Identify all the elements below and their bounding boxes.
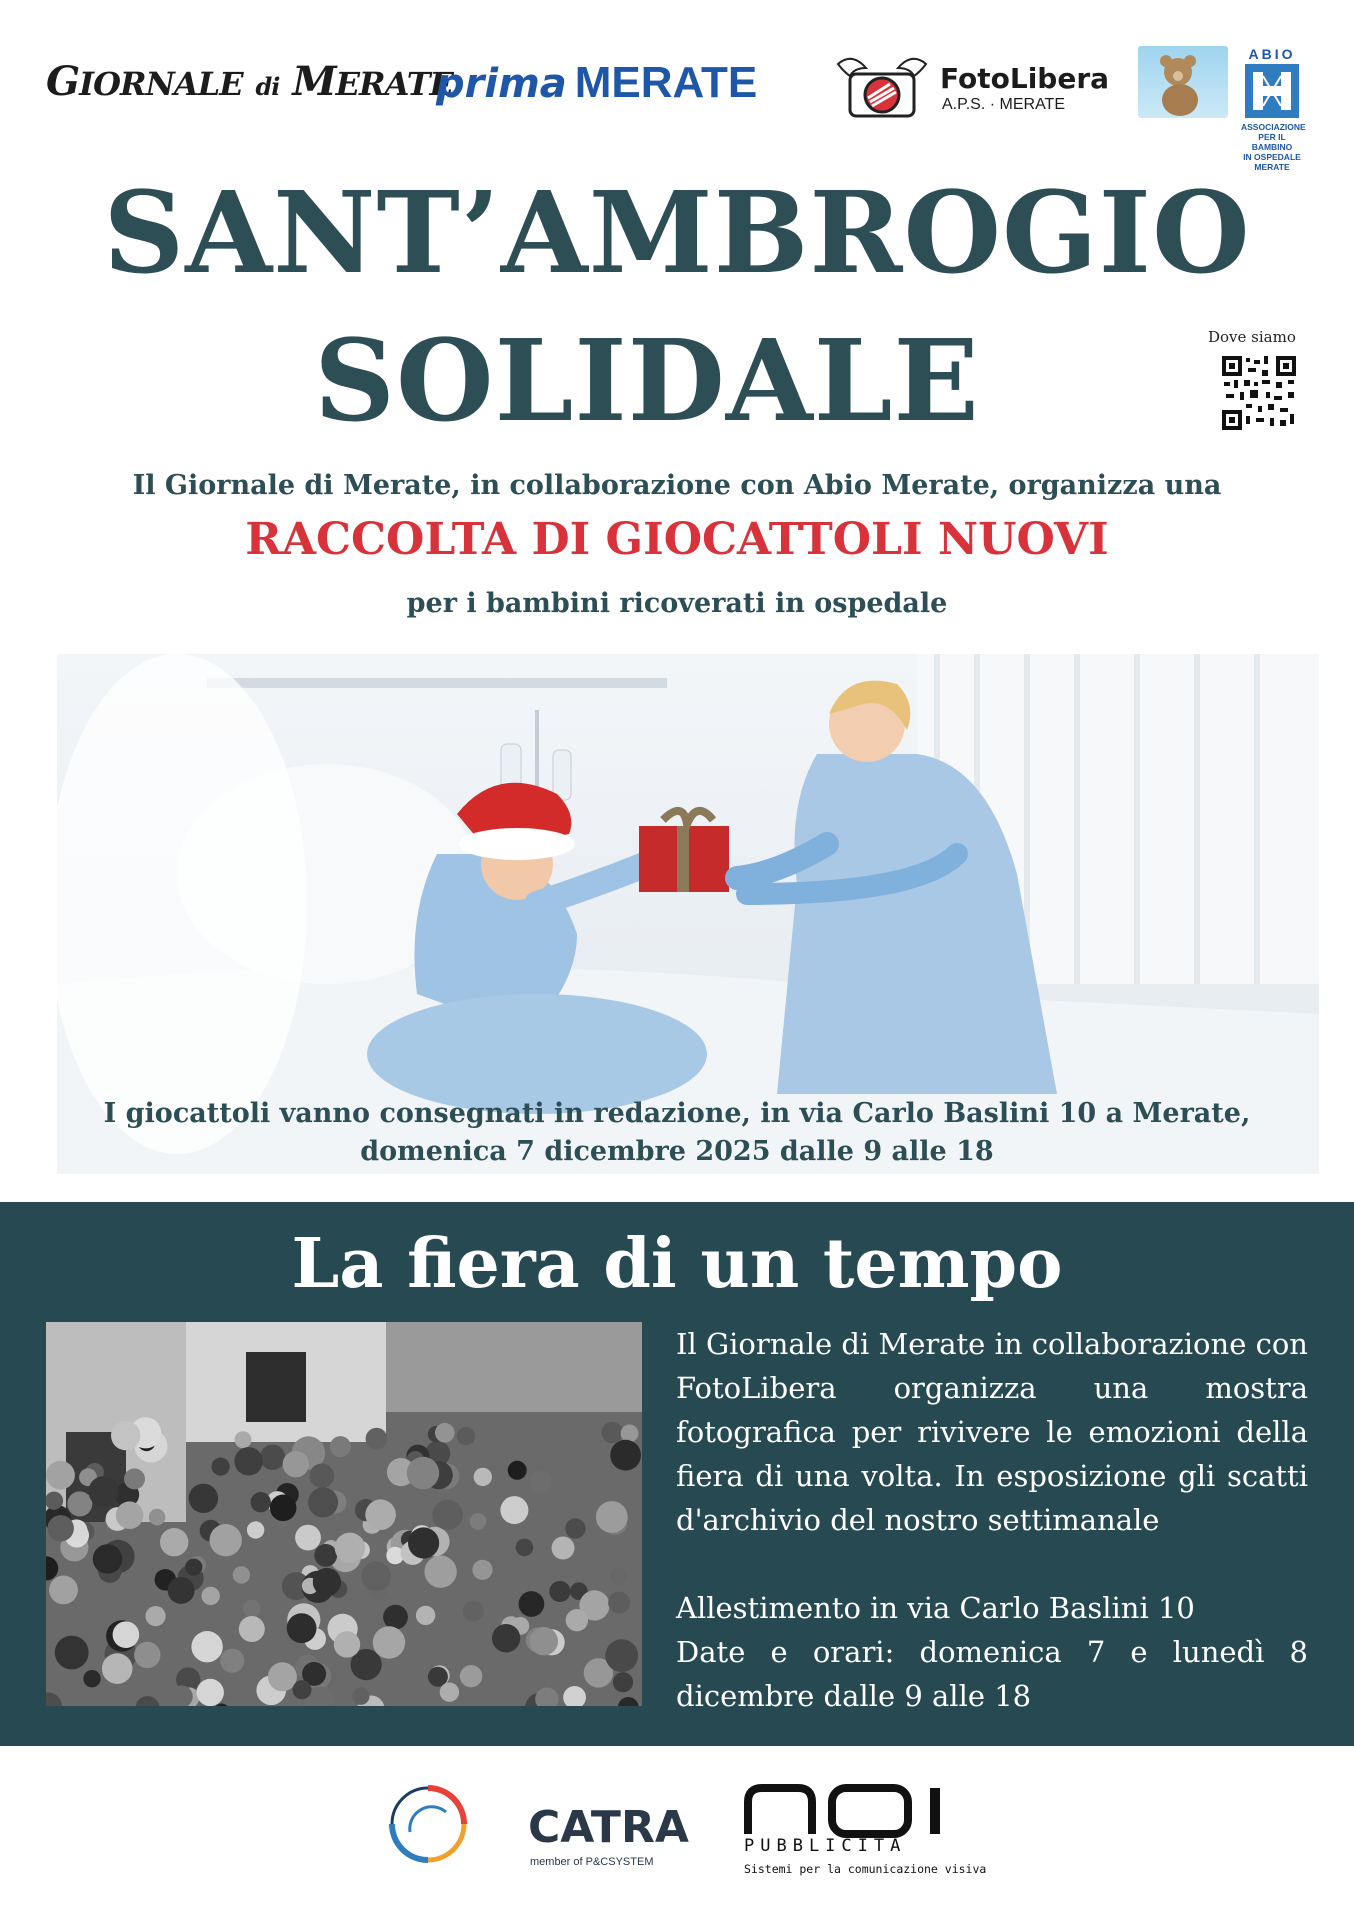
crowd-head (552, 1537, 575, 1560)
crowd-head (83, 1670, 100, 1687)
crowd-head (335, 1533, 365, 1563)
noi-tagline: Sistemi per la comunicazione visiva (744, 1862, 987, 1876)
crowd-head (365, 1499, 396, 1530)
crowd-head (565, 1518, 585, 1538)
crowd-head (610, 1568, 627, 1585)
crowd-head (308, 1487, 338, 1517)
crowd-head (440, 1683, 459, 1702)
crowd-head (191, 1631, 222, 1662)
crowd-head (407, 1457, 439, 1489)
prima-merate-logo: prima MERATE (436, 58, 758, 107)
crowd-head (234, 1447, 262, 1475)
crowd-head (472, 1560, 492, 1580)
crowd-head (293, 1680, 312, 1699)
crowd-head (519, 1591, 545, 1617)
crowd-head (111, 1421, 140, 1450)
crowd-head (160, 1528, 188, 1556)
crowd-head (124, 1468, 145, 1489)
crowd-head (460, 1665, 482, 1687)
crowd-head (260, 1445, 285, 1470)
crowd-head (566, 1609, 588, 1631)
crowd-head (613, 1672, 633, 1692)
crowd-head (295, 1525, 321, 1551)
crowd-head (610, 1440, 641, 1471)
crowd-head (168, 1577, 195, 1604)
crowd-head (314, 1544, 337, 1567)
noi-subtitle: PUBBLICITÀ (744, 1836, 907, 1856)
crowd-head (67, 1491, 92, 1516)
delivery-line-2: domenica 7 dicembre 2025 dalle 9 alle 18 (360, 1136, 994, 1167)
crowd-head (134, 1642, 160, 1668)
catra-ring-icon (386, 1782, 470, 1866)
crowd-head (310, 1464, 335, 1489)
intro-subline: per i bambini ricoverati in ospedale (406, 588, 948, 619)
crowd-head (549, 1581, 570, 1602)
crowd-head (330, 1436, 351, 1457)
crowd-head (530, 1627, 558, 1655)
crowd-head (270, 1495, 297, 1522)
crowd-head (268, 1662, 297, 1691)
crowd-head (93, 1544, 123, 1574)
crowd-head (516, 1539, 534, 1557)
crowd-head (202, 1587, 220, 1605)
qr-label: Dove siamo (1208, 328, 1296, 346)
crowd-head (416, 1606, 435, 1625)
crowd-head (283, 1451, 309, 1477)
crowd-head (102, 1653, 133, 1684)
crowd-head (605, 1639, 638, 1672)
fiera-description: Il Giornale di Merate in collaborazione con FotoLibera organizza una mostra fotografica per rivivere le emozioni della fiera di una volta. In esposizione gli scatti d'archivio del nostro settimanale (676, 1327, 1308, 1537)
crowd-head (530, 1471, 552, 1493)
crowd-head (463, 1601, 484, 1622)
crowd-head (247, 1521, 264, 1538)
crowd-head (55, 1636, 89, 1670)
teddy-bear-icon (1138, 46, 1228, 118)
abio-logo: ABIO ASSOCIAZIONE PER IL BAMBINO IN OSPEDALE MERATE (1241, 46, 1306, 172)
crowd-head (457, 1427, 475, 1445)
crowd-head (235, 1431, 252, 1448)
crowd-head (596, 1501, 628, 1533)
crowd-head (146, 1606, 166, 1626)
winged-camera-icon (830, 50, 934, 120)
catra-tagline: member of P&CSYSTEM (530, 1856, 654, 1868)
crowd-head (352, 1687, 370, 1705)
fiera-details: Allestimento in via Carlo Baslini 10 Date e orari: domenica 7 e lunedì 8 dicembre dalle 9 alle 18 (676, 1591, 1308, 1713)
crowd-head (185, 1559, 202, 1576)
crowd-head (373, 1626, 405, 1658)
catra-logo-ring (386, 1782, 470, 1866)
crowd-head (197, 1679, 224, 1706)
fiera-title: La fiera di un tempo (291, 1224, 1063, 1304)
crowd-head (492, 1624, 520, 1652)
teddy-bear-image (1138, 46, 1228, 118)
crowd-head (212, 1458, 230, 1476)
crowd-head (243, 1600, 261, 1618)
crowd-head (474, 1468, 492, 1486)
crowd-head (470, 1513, 487, 1530)
hospital-gift-photo (57, 654, 1319, 1174)
crowd-head (601, 1422, 623, 1444)
title-line-2: SOLIDALE (314, 316, 980, 447)
abio-emblem-icon (1245, 64, 1299, 118)
crowd-head (49, 1576, 78, 1605)
crowd-head (313, 1568, 341, 1596)
crowd-head (361, 1561, 391, 1591)
crowd-head (233, 1566, 250, 1583)
crowd-head (149, 1509, 166, 1526)
title-line-1: SANT’AMBROGIO (103, 168, 1251, 299)
catra-name: CATRA (528, 1802, 689, 1853)
crowd-head (500, 1496, 528, 1524)
noi-logo (744, 1782, 972, 1838)
crowd-head (334, 1631, 360, 1657)
intro-line: Il Giornale di Merate, in collaborazione con Abio Merate, organizza una (132, 470, 1222, 501)
crowd-head (366, 1428, 388, 1450)
crowd-head (210, 1524, 242, 1556)
hospital-scene-illustration (57, 654, 1319, 1174)
crowd-head (220, 1649, 244, 1673)
crowd-head (608, 1592, 630, 1614)
crowd-head (408, 1527, 439, 1558)
crowd-head (113, 1621, 140, 1648)
qr-code-icon (1222, 356, 1296, 430)
crowd-head (88, 1476, 118, 1506)
archive-crowd-photo (46, 1322, 642, 1706)
crowd-head (251, 1492, 271, 1512)
delivery-line-1: I giocattoli vanno consegnati in redazione, in via Carlo Baslini 10 a Merate, (103, 1098, 1251, 1129)
crowd-head (508, 1461, 527, 1480)
intro-highlight: RACCOLTA DI GIOCATTOLI NUOVI (245, 514, 1109, 565)
crowd-head (116, 1501, 144, 1529)
crowd-head (239, 1616, 265, 1642)
crowd-head (287, 1613, 317, 1643)
crowd-head (48, 1515, 74, 1541)
crowd-head (435, 1423, 455, 1443)
qr-code[interactable] (1222, 356, 1296, 430)
crowd-head (46, 1461, 75, 1490)
abio-emblem (1245, 64, 1299, 118)
crowd-head (433, 1500, 463, 1530)
giornale-di-merate-logo: GIORNALE di MERATE (46, 58, 453, 105)
noi-wordmark-icon (744, 1782, 972, 1838)
crowd-head (189, 1484, 218, 1513)
crowd-head (383, 1605, 408, 1630)
crowd-head (621, 1425, 639, 1443)
crowd-photo-illustration (46, 1322, 642, 1706)
fotolibera-logo: FotoLibera A.P.S. · MERATE (830, 50, 1090, 120)
crowd-head (424, 1556, 456, 1588)
